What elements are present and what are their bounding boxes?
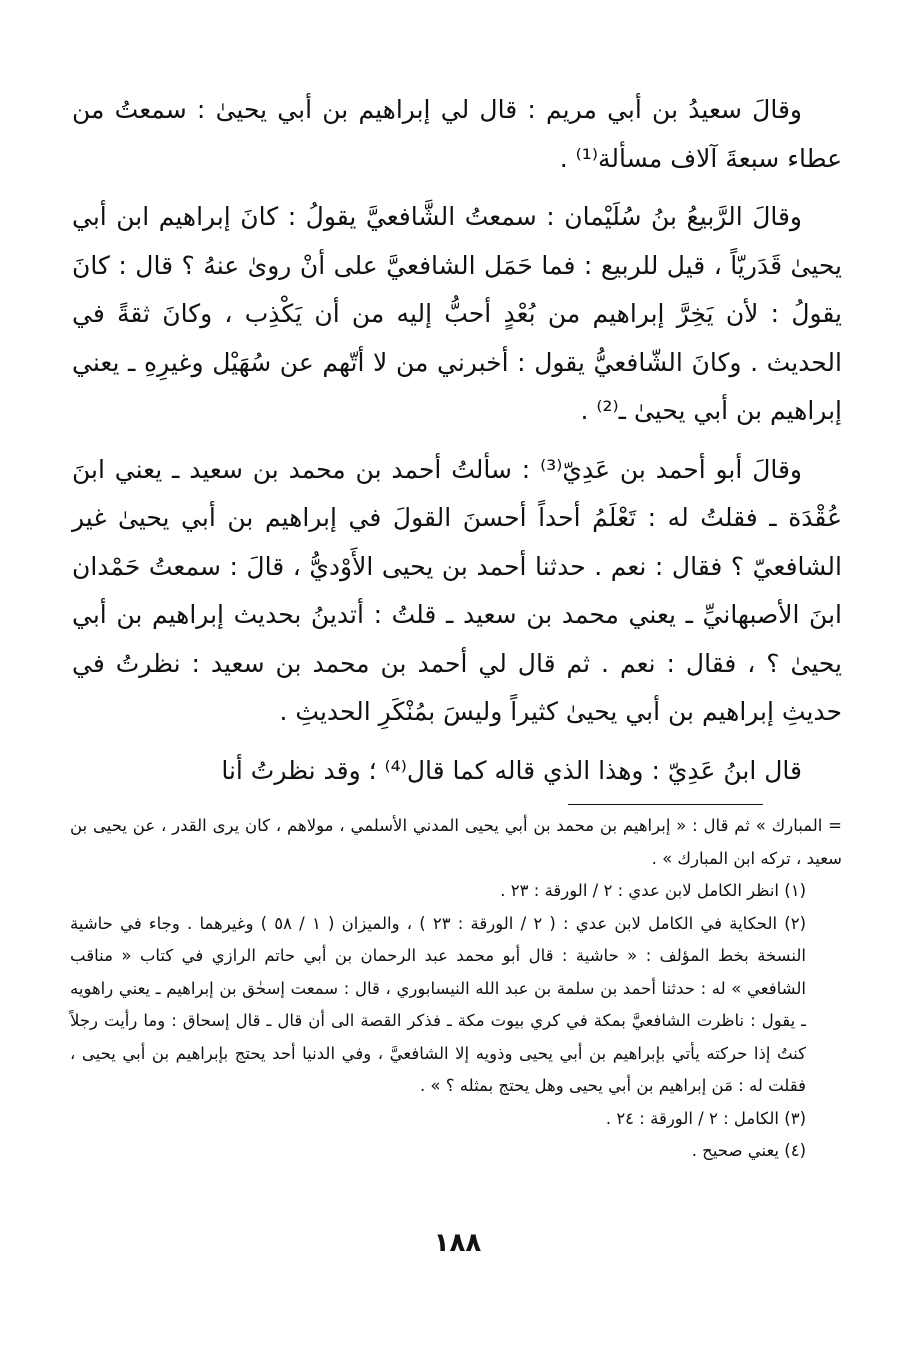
main-text xyxy=(72,86,842,805)
paragraph: وقالَ الرَّبيعُ بنُ سُلَيْمان : سمعتُ الشَّافعيَّ يقولُ : كانَ إبراهيم ابن أبي يحيىٰ قَدَريّاً ، قيل للربيع : فما حَمَل الشافعيَّ على أنْ روىٰ عنهُ ؟ قال : كانَ يقولُ : لأن يَخِرَّ إبراهيم من بُعْدٍ أحبُّ إليه من أن يَكْذِب ، وكانَ ثقةً في الحديث . وكانَ الشّافعيُّ يقول : أخبرني من لا أتّهم عن سُهَيْل وغيرِهِ ـ يعني إبراهيم بن أبي يحيىٰ ـ⁽²⁾ . xyxy=(72,202,842,425)
footnote-4: (٤) يعني صحيح . xyxy=(691,1141,806,1160)
paragraph: قال ابنُ عَدِيّ : وهذا الذي قاله كما قال⁽⁴⁾ ؛ وقد نظرتُ أنا xyxy=(221,755,802,785)
paragraph: وقالَ سعيدُ بن أبي مريم : قال لي إبراهيم بن أبي يحيىٰ : سمعتُ من عطاء سبعةَ آلاف مسألة⁽¹⁾ . xyxy=(72,95,842,173)
paragraph: وقالَ أبو أحمد بن عَدِيّ⁽³⁾ : سألتُ أحمد بن محمد بن سعيد ـ يعني ابنَ عُقْدَة ـ فقلتُ له : تَعْلَمُ أحداً أحسنَ القولَ في إبراهيم بن أبي يحيىٰ غير الشافعيّ ؟ فقال : نعم . حدثنا أحمد بن يحيى الأَوْديُّ ، قالَ : سمعتُ حَمْدان ابنَ الأصبهانيِّ ـ يعني محمد بن سعيد ـ قلتُ : أتدينُ بحديث إبراهيم بن أبي يحيىٰ ؟ ، فقال : نعم . ثم قال لي أحمد بن محمد بن سعيد : نظرتُ في حديثِ إبراهيم بن أبي يحيىٰ كثيراً وليسَ بمُنْكَرِ الحديثِ . xyxy=(72,454,842,726)
footnote-2: (٢) الحكاية في الكامل لابن عدي : ( ٢ / الورقة : ٢٣ ) ، والميزان ( ١ / ٥٨ ) وغيرهما . وجاء في حاشية النسخة بخط المؤلف : « حاشية : قال أبو محمد عبد الرحمان بن أبي حاتم الرازي في كتاب « مناقب الشافعي » له : حدثنا أحمد بن سلمة بن عبد الله النيسابوري ، قال : سمعت إسحٰق بن إبراهيم ـ يعني راهويه ـ يقول : ناظرت الشافعيَّ بمكة في كري بيوت مكة ـ فذكر القصة الى أن قال ـ قال إسحاق : وما رأيت رجلاً كنتُ إذا حركته يأتي بإبراهيم بن أبي يحيى وذويه إلا الشافعيَّ ، وفي الدنيا أحد يحتج بإبراهيم بن أبي يحيى ، فقلت له : مَن إبراهيم بن أبي يحيى وهل يحتج بمثله ؟ » . xyxy=(70,913,807,1095)
page-number: ١٨٨ xyxy=(433,1228,482,1258)
footnote-3: (٣) الكامل : ٢ / الورقة : ٢٤ . xyxy=(605,1108,806,1128)
footnotes xyxy=(70,810,842,1168)
footnote-continuation: = المبارك » ثم قال : « إبراهيم بن محمد بن أبي يحيى المدني الأسلمي ، مولاهم ، كان يرى القدر ، عن يحيى بن سعيد ، تركه ابن المبارك » . xyxy=(70,816,842,868)
footnote-1: (١) انظر الكامل لابن عدي : ٢ / الورقة : ٢٣ . xyxy=(500,881,806,900)
footnote-separator xyxy=(568,804,763,805)
